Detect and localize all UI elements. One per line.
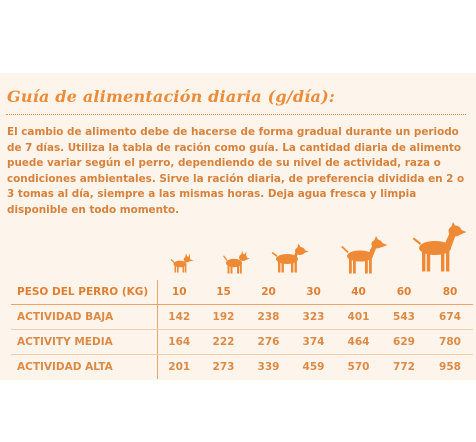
table-cell: 459 xyxy=(302,361,325,373)
weight-cell: 60 xyxy=(381,280,427,305)
weight-cell: 15 xyxy=(201,280,246,305)
table-cell: 374 xyxy=(291,330,336,355)
weight-cell: 40 xyxy=(336,280,381,305)
table-cell: 958 xyxy=(439,361,461,373)
pointer-dog-icon xyxy=(340,236,388,274)
header-label: PESO DEL PERRO (KG) xyxy=(11,280,157,305)
feeding-table xyxy=(11,280,473,379)
table-cell: 570 xyxy=(347,361,370,373)
table-cell: 464 xyxy=(336,330,381,355)
row-label: ACTIVITY MEDIA xyxy=(11,330,157,355)
table-cell: 543 xyxy=(381,305,427,330)
row-label: ACTIVIDAD BAJA xyxy=(11,305,157,330)
table-cell: 674 xyxy=(427,305,473,330)
weight-cell: 80 xyxy=(427,280,473,305)
title-divider xyxy=(6,114,466,115)
table-cell: 401 xyxy=(336,305,381,330)
weight-cell: 30 xyxy=(291,280,336,305)
terrier-dog-icon xyxy=(222,250,250,274)
table-cell: 238 xyxy=(246,305,291,330)
table-cell: 201 xyxy=(157,355,201,380)
table-cell: 772 xyxy=(393,361,415,373)
table-row xyxy=(11,305,473,330)
table-cell: 222 xyxy=(201,330,246,355)
feeding-instructions: El cambio de alimento debe de hacerse de forma gradual durante un periodo de 7 días. Utiliza la tabla de ración como guía. La cantidad diaria de alimento puede variar según el perro, dependiendo de su nivel de actividad, raza o condiciones ambientales. Sirve la ración diaria, de preferencia dividida en 2 o 3 tomas al día, siempre a las mismas horas. Deja agua fresca y limpia disponible en todo momento. xyxy=(7,126,465,216)
table-cell: 323 xyxy=(291,305,336,330)
weight-cell: 10 xyxy=(157,280,201,305)
table-cell: 273 xyxy=(212,361,235,373)
table-row xyxy=(11,355,473,380)
table-cell: 192 xyxy=(201,305,246,330)
table-cell: 339 xyxy=(257,361,280,373)
table-cell: 164 xyxy=(157,330,201,355)
medium-dog-icon xyxy=(271,243,309,273)
table-cell: 780 xyxy=(427,330,473,355)
table-row xyxy=(11,330,473,355)
weight-cell: 20 xyxy=(246,280,291,305)
table-cell: 276 xyxy=(246,330,291,355)
table-header-row xyxy=(11,280,473,305)
table-cell: 629 xyxy=(381,330,427,355)
small-dog-icon xyxy=(170,253,194,273)
table-cell: 142 xyxy=(157,305,201,330)
row-label: ACTIVIDAD ALTA xyxy=(17,361,113,373)
feeding-guide-title: Guía de alimentación diaria (g/día): xyxy=(7,87,335,106)
great-dane-dog-icon xyxy=(411,222,467,272)
